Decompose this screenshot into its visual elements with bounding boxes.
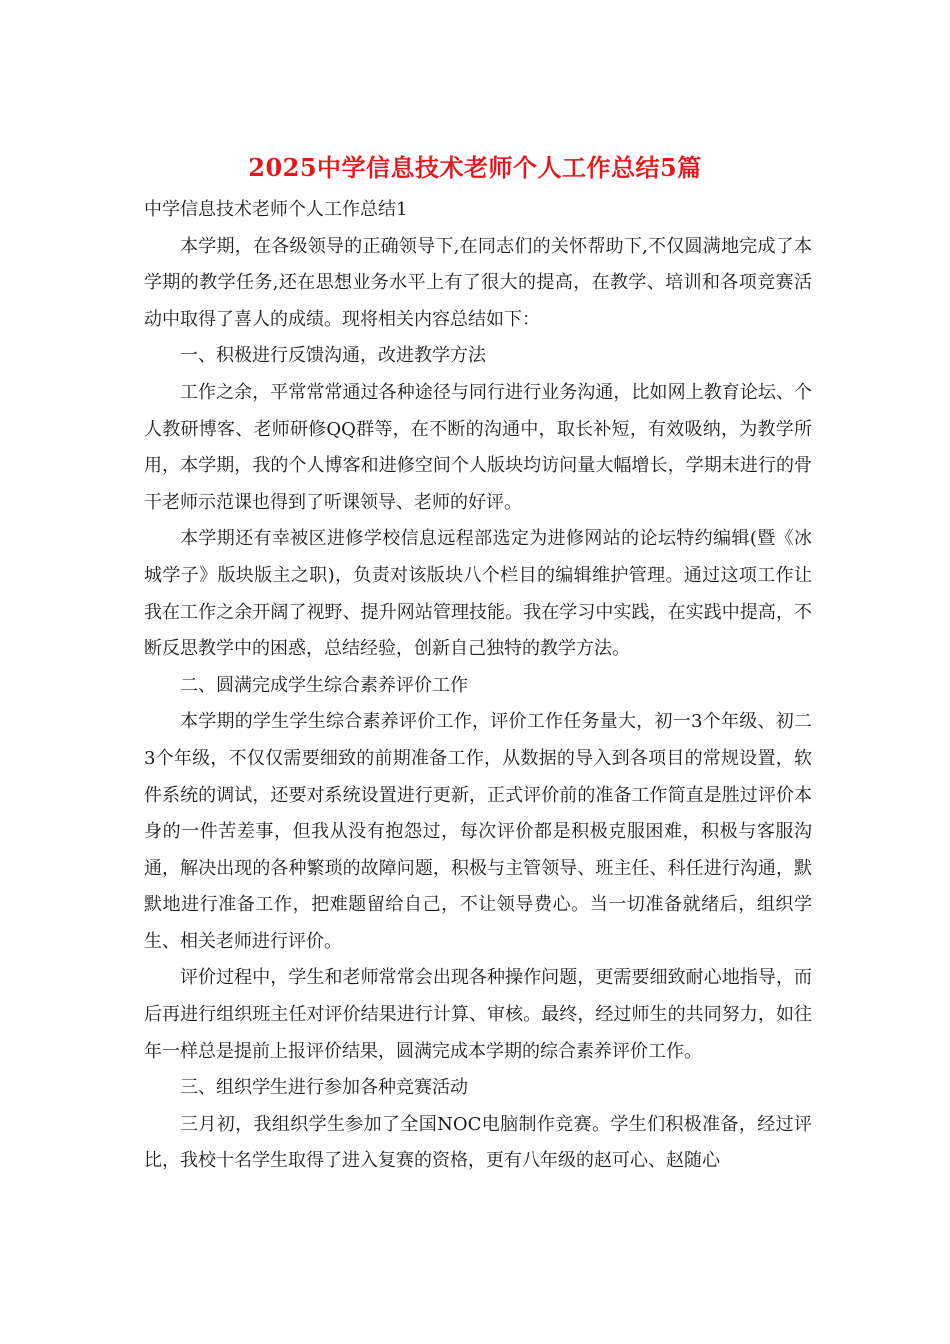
paragraph: 工作之余，平常常常通过各种途径与同行进行业务沟通，比如网上教育论坛、个人教研博客、老师研修QQ群等，在不断的沟通中，取长补短，有效吸纳，为教学所用，本学期，我的个人博客和进修空间个人版块均访问量大幅增长，学期末进行的骨干老师示范课也得到了听课领导、老师的好评。 — [144, 381, 812, 513]
document-title: 2025中学信息技术老师个人工作总结5篇 — [248, 153, 702, 182]
paragraph: 评价过程中，学生和老师常常会出现各种操作问题，更需要细致耐心地指导，而后再进行组织班主任对评价结果进行计算、审核。最终，经过师生的共同努力，如往年一样总是提前上报评价结果，圆满完成本学期的综合素养评价工作。 — [144, 967, 812, 1062]
paragraph: 中学信息技术老师个人工作总结1 — [144, 199, 408, 220]
paragraph: 一、积极进行反馈沟通，改进教学方法 — [180, 345, 486, 367]
paragraph: 三、组织学生进行参加各种竞赛活动 — [180, 1077, 468, 1099]
paragraph: 本学期还有幸被区进修学校信息远程部选定为进修网站的论坛特约编辑(暨《冰城学子》版块版主之职)，负责对该版块八个栏目的编辑维护管理。通过这项工作让我在工作之余开阔了视野、提升网站管理技能。我在学习中实践，在实践中提高，不断反思教学中的困惑，总结经验，创新自己独特的教学方法。 — [144, 528, 812, 660]
paragraph: 本学期，在各级领导的正确领导下,在同志们的关怀帮助下,不仅圆满地完成了本学期的教学任务,还在思想业务水平上有了很大的提高，在教学、培训和各项竞赛活动中取得了喜人的成绩。现将相关内容总结如下： — [144, 235, 812, 330]
paragraph: 三月初，我组织学生参加了全国NOC电脑制作竞赛。学生们积极准备，经过评比，我校十名学生取得了进入复赛的资格，更有八年级的赵可心、赵随心 — [144, 1113, 812, 1172]
paragraph: 本学期的学生学生综合素养评价工作，评价工作任务量大，初一3个年级、初二3个年级，不仅仅需要细致的前期准备工作，从数据的导入到各项目的常规设置，软件系统的调试，还要对系统设置进行更新，正式评价前的准备工作简直是胜过评价本身的一件苦差事，但我从没有抱怨过，每次评价都是积极克服困难，积极与客服沟通，解决出现的各种繁琐的故障问题，积极与主管领导、班主任、科任进行沟通，默默地进行准备工作，把难题留给自己，不让领导费心。当一切准备就绪后，组织学生、相关老师进行评价。 — [144, 711, 812, 952]
paragraph: 二、圆满完成学生综合素养评价工作 — [180, 674, 468, 696]
document-body — [144, 192, 812, 1180]
